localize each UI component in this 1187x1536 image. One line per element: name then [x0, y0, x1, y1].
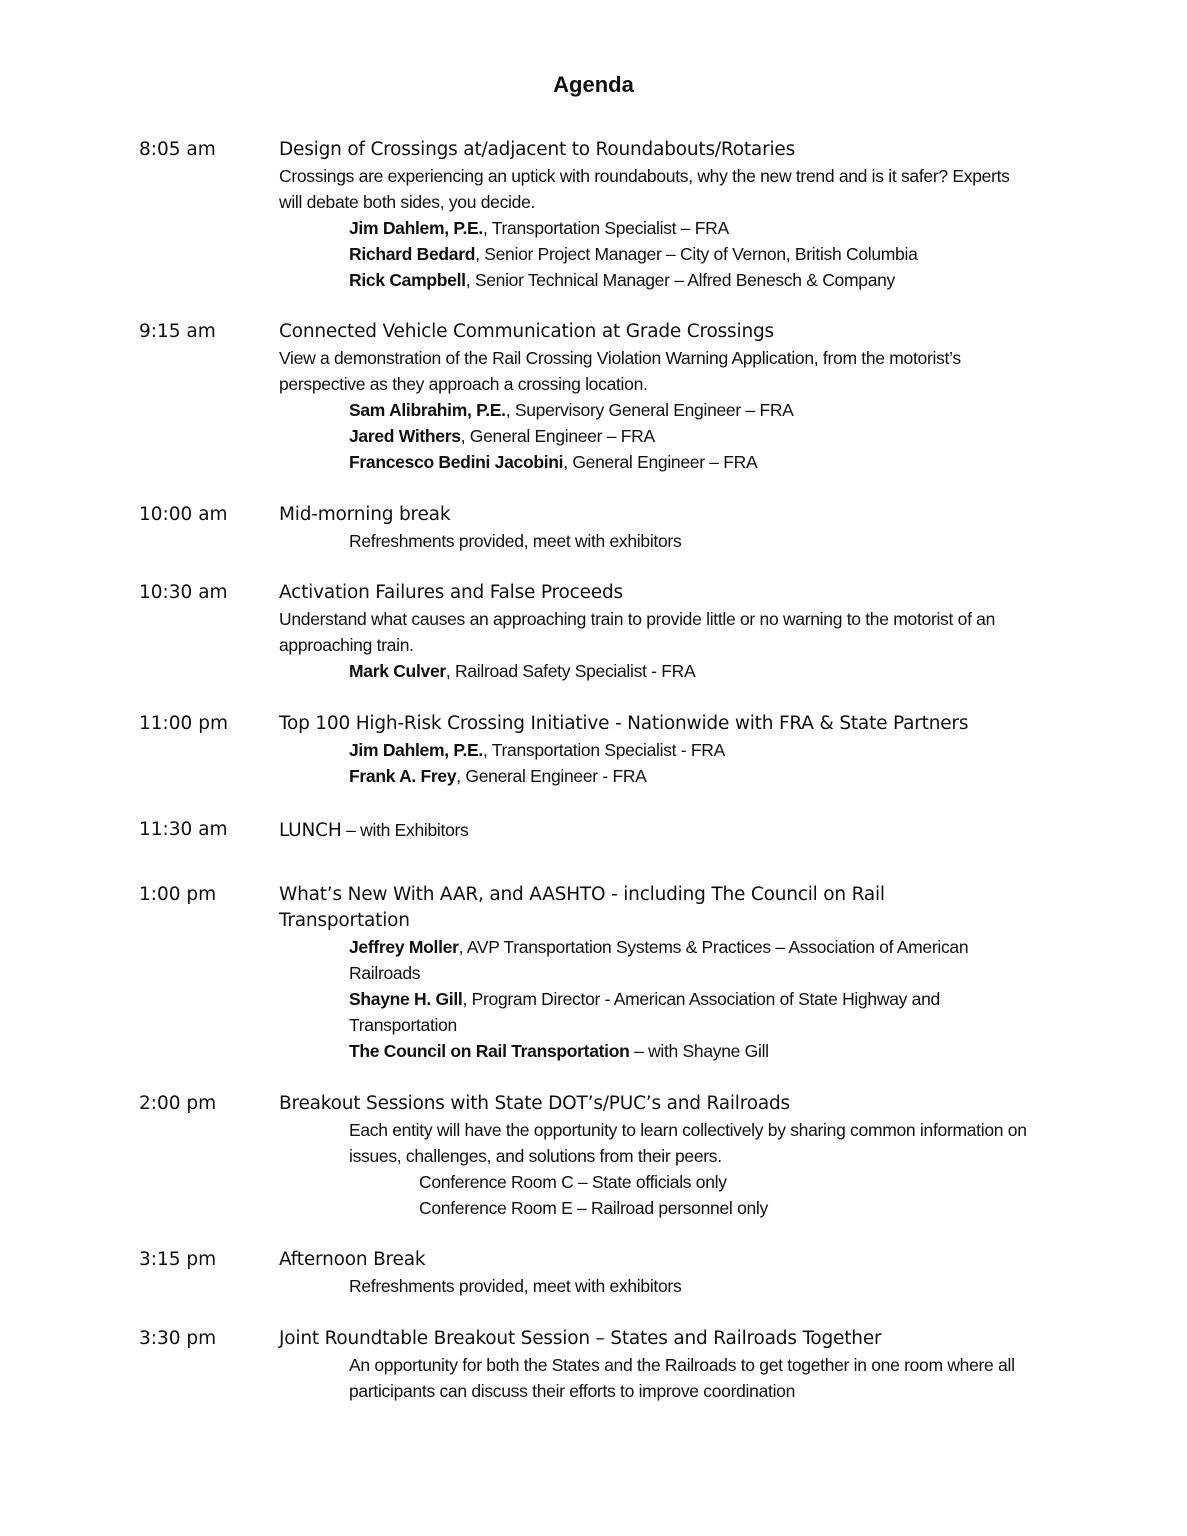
session-title: Activation Failures and False Proceeds: [279, 582, 623, 603]
session-title: [279, 817, 1039, 844]
speaker-role: , Railroad Safety Specialist - FRA: [445, 661, 696, 681]
speaker-entry: [279, 267, 1039, 293]
session-description: View a demonstration of the Rail Crossing Violation Warning Application, from the motorist’s perspective as they approach a crossing location.: [279, 348, 961, 394]
session-title-main: LUNCH: [279, 820, 342, 841]
speaker-entry: [279, 215, 1039, 241]
session-description: Each entity will have the opportunity to learn collectively by sharing common information on issues, challenges, and solutions from their peers.: [349, 1120, 1027, 1166]
room-assignment: Conference Room E – Railroad personnel only: [419, 1198, 768, 1218]
session-description: Crossings are experiencing an uptick with roundabouts, why the new trend and is it safer? Experts will debate both sides, you decide.: [279, 166, 1010, 212]
speaker-entry: [279, 934, 1029, 986]
speaker-entry: [279, 241, 1039, 267]
session-title: Design of Crossings at/adjacent to Roundabouts/Rotaries: [279, 139, 796, 160]
session-time: 8:05 am: [139, 139, 216, 160]
speaker-name: Jeffrey Moller: [349, 937, 459, 957]
speaker-role: , General Engineer – FRA: [460, 426, 655, 446]
speaker-role: , AVP Transportation Systems & Practices – Association of American Railroads: [349, 937, 969, 983]
session-title: Connected Vehicle Communication at Grade Crossings: [279, 321, 774, 342]
session-description: Refreshments provided, meet with exhibitors: [349, 531, 682, 551]
session-title: Breakout Sessions with State DOT’s/PUC’s and Railroads: [279, 1093, 790, 1114]
session-title-suffix: – with Exhibitors: [341, 820, 469, 840]
session-time: 1:00 pm: [139, 884, 217, 905]
speaker-role: , Transportation Specialist – FRA: [482, 218, 729, 238]
session-time: 9:15 am: [139, 321, 216, 342]
speaker-name: Jim Dahlem, P.E.: [349, 740, 483, 760]
speaker-role: , Supervisory General Engineer – FRA: [505, 400, 794, 420]
page-title: Agenda: [553, 72, 634, 97]
session-title: Joint Roundtable Breakout Session – States and Railroads Together: [279, 1328, 882, 1349]
speaker-name: Frank A. Frey: [349, 766, 457, 786]
session-title: What’s New With AAR, and AASHTO - including The Council on Rail Transportation: [279, 884, 885, 931]
session-title: Top 100 High-Risk Crossing Initiative - Nationwide with FRA & State Partners: [279, 713, 969, 734]
session-time: 11:30 am: [139, 819, 228, 840]
speaker-name: Sam Alibrahim, P.E.: [349, 400, 506, 420]
speaker-role: , Transportation Specialist - FRA: [482, 740, 725, 760]
session-time: 3:15 pm: [139, 1249, 217, 1270]
speaker-entry: [279, 397, 1039, 423]
speaker-entry: [279, 737, 1039, 763]
speaker-role: , Senior Project Manager – City of Vernon, British Columbia: [475, 244, 918, 264]
speaker-role: , General Engineer - FRA: [456, 766, 647, 786]
session-description: An opportunity for both the States and the Railroads to get together in one room where all participants can discuss their efforts to improve coordination: [349, 1355, 1015, 1401]
speaker-role: , Senior Technical Manager – Alfred Benesch & Company: [465, 270, 896, 290]
speaker-name: Jared Withers: [349, 426, 461, 446]
speaker-name: Richard Bedard: [349, 244, 476, 264]
session-title: Afternoon Break: [279, 1249, 426, 1270]
speaker-entry: [279, 763, 1039, 789]
speaker-name: Shayne H. Gill: [349, 989, 463, 1009]
speaker-entry: [279, 1038, 1039, 1064]
session-time: 10:30 am: [139, 582, 228, 603]
speaker-name: Francesco Bedini Jacobini: [349, 452, 564, 472]
session-title: Mid-morning break: [279, 504, 451, 525]
room-assignment: Conference Room C – State officials only: [419, 1172, 727, 1192]
speaker-entry: [279, 449, 1039, 475]
session-description: Understand what causes an approaching train to provide little or no warning to the motorist of an approaching train.: [279, 609, 996, 655]
speaker-entry: [279, 658, 1039, 684]
session-description: Refreshments provided, meet with exhibitors: [349, 1276, 682, 1296]
speaker-entry: [279, 423, 1039, 449]
session-time: 3:30 pm: [139, 1328, 217, 1349]
speaker-entry: [279, 986, 1039, 1038]
session-time: 2:00 pm: [139, 1093, 217, 1114]
speaker-role: , General Engineer – FRA: [563, 452, 758, 472]
speaker-role: , Program Director - American Association of State Highway and Transportation: [349, 989, 940, 1035]
speaker-name: Rick Campbell: [349, 270, 466, 290]
speaker-role: – with Shayne Gill: [629, 1041, 769, 1061]
speaker-name: Jim Dahlem, P.E.: [349, 218, 483, 238]
speaker-name: Mark Culver: [349, 661, 446, 681]
speaker-name: The Council on Rail Transportation: [349, 1041, 630, 1061]
session-time: 10:00 am: [139, 504, 228, 525]
session-time: 11:00 pm: [139, 713, 228, 734]
